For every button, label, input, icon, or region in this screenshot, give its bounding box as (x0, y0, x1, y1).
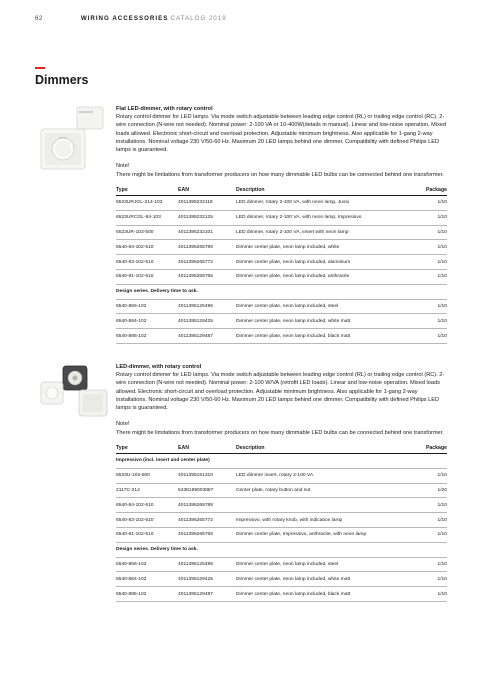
cell-ean: 4011395125496 (178, 557, 236, 572)
cell-description: LED dimmer, rotary 2-100 VA, with neon lamp, Impressivo (236, 210, 417, 225)
page-number: 62 (35, 15, 43, 22)
cell-description: Dimmer center plate, neon lamp included, black matt (236, 587, 417, 602)
cell-ean: 4011395151310 (178, 468, 236, 483)
cell-description: Center plate, rotary button and nut (236, 483, 417, 498)
cell-ean: 4011395129425 (178, 572, 236, 587)
cell-type: 6523U-102-500 (116, 468, 178, 483)
subheader-label: Impressivo (incl. insert and center plate) (116, 454, 447, 469)
product-text: Rotary control dimmer for LED lamps. Via mode switch adjustable between leading edge control (RL) or trailing edge control (RC). 2-wire connection (N-wire not needed). Nominal power: 2-100 W/VA (retrofit LED loads). Linear and low-noise operation. Mixed loads allowed. Electronic short-circuit and overload protection. Adjustable minimum brightness. Also applicable for 1-gang 2-way installations. Nominal voltage 230 V/50-60 Hz. Maximum 20 LED lamps behind one dimmer. Compatibility with defined Philips LED lamps is guaranteed. (116, 372, 445, 412)
cell-type: 2117C-214 (116, 483, 178, 498)
cell-ean: 4011395232101 (178, 225, 236, 240)
subheader-label: Design series. Delivery time to ask. (116, 284, 447, 299)
cell-type: 6540-885-102 (116, 329, 178, 344)
page-title: Dimmers (35, 73, 89, 87)
cell-package: 1/10 (417, 299, 447, 314)
cell-ean: 4011395129487 (178, 587, 236, 602)
cell-ean: 4011395265772 (178, 255, 236, 270)
cell-description: Dimmer center plate, neon lamp included, aluminium (236, 255, 417, 270)
cell-ean: 4011395129487 (178, 329, 236, 344)
column-header-ean: EAN (178, 185, 236, 196)
cell-package: 1/10 (417, 528, 447, 543)
cell-package: 1/10 (417, 255, 447, 270)
table-row (116, 210, 447, 225)
column-header-package: Package (417, 185, 447, 196)
cell-package: 1/10 (417, 468, 447, 483)
table-row (116, 299, 447, 314)
cell-type: 6540-83-102-510 (116, 255, 178, 270)
cell-ean: 4011395265765 (178, 528, 236, 543)
table-row (116, 255, 447, 270)
product-description (116, 364, 447, 412)
table-row (116, 314, 447, 329)
note-title: Note! (116, 421, 130, 428)
cell-description: Dimmer center plate, Impressivo, anthracite, with neon lamp (236, 528, 417, 543)
cell-description: LED dimmer, rotary 2-100 VA, with neon lamp, Jussi (236, 196, 417, 211)
table-row (116, 587, 447, 602)
cell-type: 6540-884-102 (116, 314, 178, 329)
note-text: There might be limitations from transformer producers on how many dimmable LED bulbs can be connected behind one transformer. (116, 429, 444, 436)
subheader-label: Design series. Delivery time to ask. (116, 542, 447, 557)
table-row (116, 196, 447, 211)
cell-description: Dimmer center plate, neon lamp included, white matt (236, 572, 417, 587)
column-header-type: Type (116, 185, 178, 196)
catalog-name: CATALOG 2019 (170, 15, 227, 22)
cell-type: 6523URJGL-214-103 (116, 196, 178, 211)
table-row (116, 225, 447, 240)
note-block (116, 162, 447, 179)
cell-description: Dimmer center plate, neon lamp included, anthracite (236, 270, 417, 285)
cell-type: 6540-884-102 (116, 572, 178, 587)
cell-ean: 4011395232118 (178, 196, 236, 211)
cell-description: LED dimmer insert, rotary 2-100 VA (236, 468, 417, 483)
column-header-ean: EAN (178, 443, 236, 454)
column-header-description: Description (236, 185, 417, 196)
cell-ean: 4011395265772 (178, 513, 236, 528)
cell-package: 1/10 (417, 557, 447, 572)
cell-package: 1/10 (417, 329, 447, 344)
cell-type: 6540-81-102-510 (116, 270, 178, 285)
cell-description: Dimmer center plate, neon lamp included, steel (236, 299, 417, 314)
cell-type: 6540-866-102 (116, 299, 178, 314)
note-block (116, 420, 447, 437)
cell-description: Dimmer center plate, neon lamp included, black matt (236, 329, 417, 344)
product-text: Rotary control dimmer for LED lamps. Via mode switch adjustable between leading edge control (RL) or trailing edge control (RC). 2-wire connection (N-wire not needed). Nominal power: 2-100 VA or 10-400W(details in manual). Linear and low-noise operation. Mixed loads allowed. Electronic short-circuit and overload protection. Adjustable minimum brightness. Also applicable for 1-gang 2-way installations. Nominal voltage 230 V/50-60 Hz. Maximum 20 LED lamps behind one dimmer. Compatibility with defined Philips LED lamps is guaranteed. (116, 114, 447, 154)
cell-package: 1/10 (417, 572, 447, 587)
cell-ean: 6438199003887 (178, 483, 236, 498)
cell-type: 6523UR-103-500 (116, 225, 178, 240)
cell-ean: 4011395265789 (178, 498, 236, 513)
cell-ean: 4011395265789 (178, 240, 236, 255)
cell-type: 6523URCGL-84-103 (116, 210, 178, 225)
note-title: Note! (116, 163, 130, 170)
cell-description: Dimmer center plate, neon lamp included, steel (236, 557, 417, 572)
table-row (116, 572, 447, 587)
cell-package: 1/10 (417, 196, 447, 211)
cell-type: 6540-81-102-510 (116, 528, 178, 543)
cell-package: 1/10 (417, 210, 447, 225)
cell-description: LED dimmer, rotary 2-100 VA, insert with neon lamp (236, 225, 417, 240)
table-subheader-row (116, 454, 447, 469)
table-row (116, 483, 447, 498)
column-header-type: Type (116, 443, 178, 454)
cell-package: 1/10 (417, 240, 447, 255)
table-header-row (116, 185, 447, 196)
section-led-dimmer (116, 364, 447, 602)
cell-description (236, 498, 417, 513)
product-description (116, 106, 447, 154)
cell-description: Dimmer center plate, neon lamp included, white (236, 240, 417, 255)
cell-ean: 4011395265765 (178, 270, 236, 285)
cell-type: 6540-83-102-510 (116, 513, 178, 528)
cell-package: 1/20 (417, 483, 447, 498)
cell-ean: 4011395129425 (178, 314, 236, 329)
cell-type: 6540-885-102 (116, 587, 178, 602)
accent-bar (35, 67, 45, 69)
cell-package: 1/10 (417, 314, 447, 329)
table-subheader-row (116, 542, 447, 557)
section-flat-led-dimmer (116, 106, 447, 344)
cell-package: 1/10 (417, 513, 447, 528)
table-header-row (116, 443, 447, 454)
product-table (116, 443, 447, 602)
led-dimmer-product-image (35, 360, 109, 420)
cell-type: 6540-866-102 (116, 557, 178, 572)
cell-package: 1/10 (417, 587, 447, 602)
catalog-brand: WIRING ACCESSORIES (80, 15, 169, 22)
page-header (35, 15, 227, 22)
cell-type: 6540-84-102-510 (116, 240, 178, 255)
table-row (116, 240, 447, 255)
cell-type: 6540-84-102-510 (116, 498, 178, 513)
product-table (116, 185, 447, 344)
table-row (116, 528, 447, 543)
table-row (116, 468, 447, 483)
flat-dimmer-product-image (35, 101, 109, 171)
table-row (116, 329, 447, 344)
cell-description: Dimmer center plate, neon lamp included, white matt (236, 314, 417, 329)
table-row (116, 513, 447, 528)
table-subheader-row (116, 284, 447, 299)
cell-package: 1/10 (417, 270, 447, 285)
column-header-description: Description (236, 443, 417, 454)
column-header-package: Package (417, 443, 447, 454)
product-title: LED-dimmer, with rotary control (116, 364, 202, 370)
table-row (116, 270, 447, 285)
note-text: There might be limitations from transformer producers on how many dimmable LED bulbs can be connected behind one transformer. (116, 171, 444, 178)
cell-ean: 4011395125496 (178, 299, 236, 314)
cell-ean: 4011395232125 (178, 210, 236, 225)
cell-package: 1/10 (417, 498, 447, 513)
table-row (116, 498, 447, 513)
table-row (116, 557, 447, 572)
cell-description: Impressivo, with rotary knob, with indication lamp (236, 513, 417, 528)
product-title: Flat LED-dimmer, with rotary control (116, 106, 213, 112)
cell-package: 1/10 (417, 225, 447, 240)
